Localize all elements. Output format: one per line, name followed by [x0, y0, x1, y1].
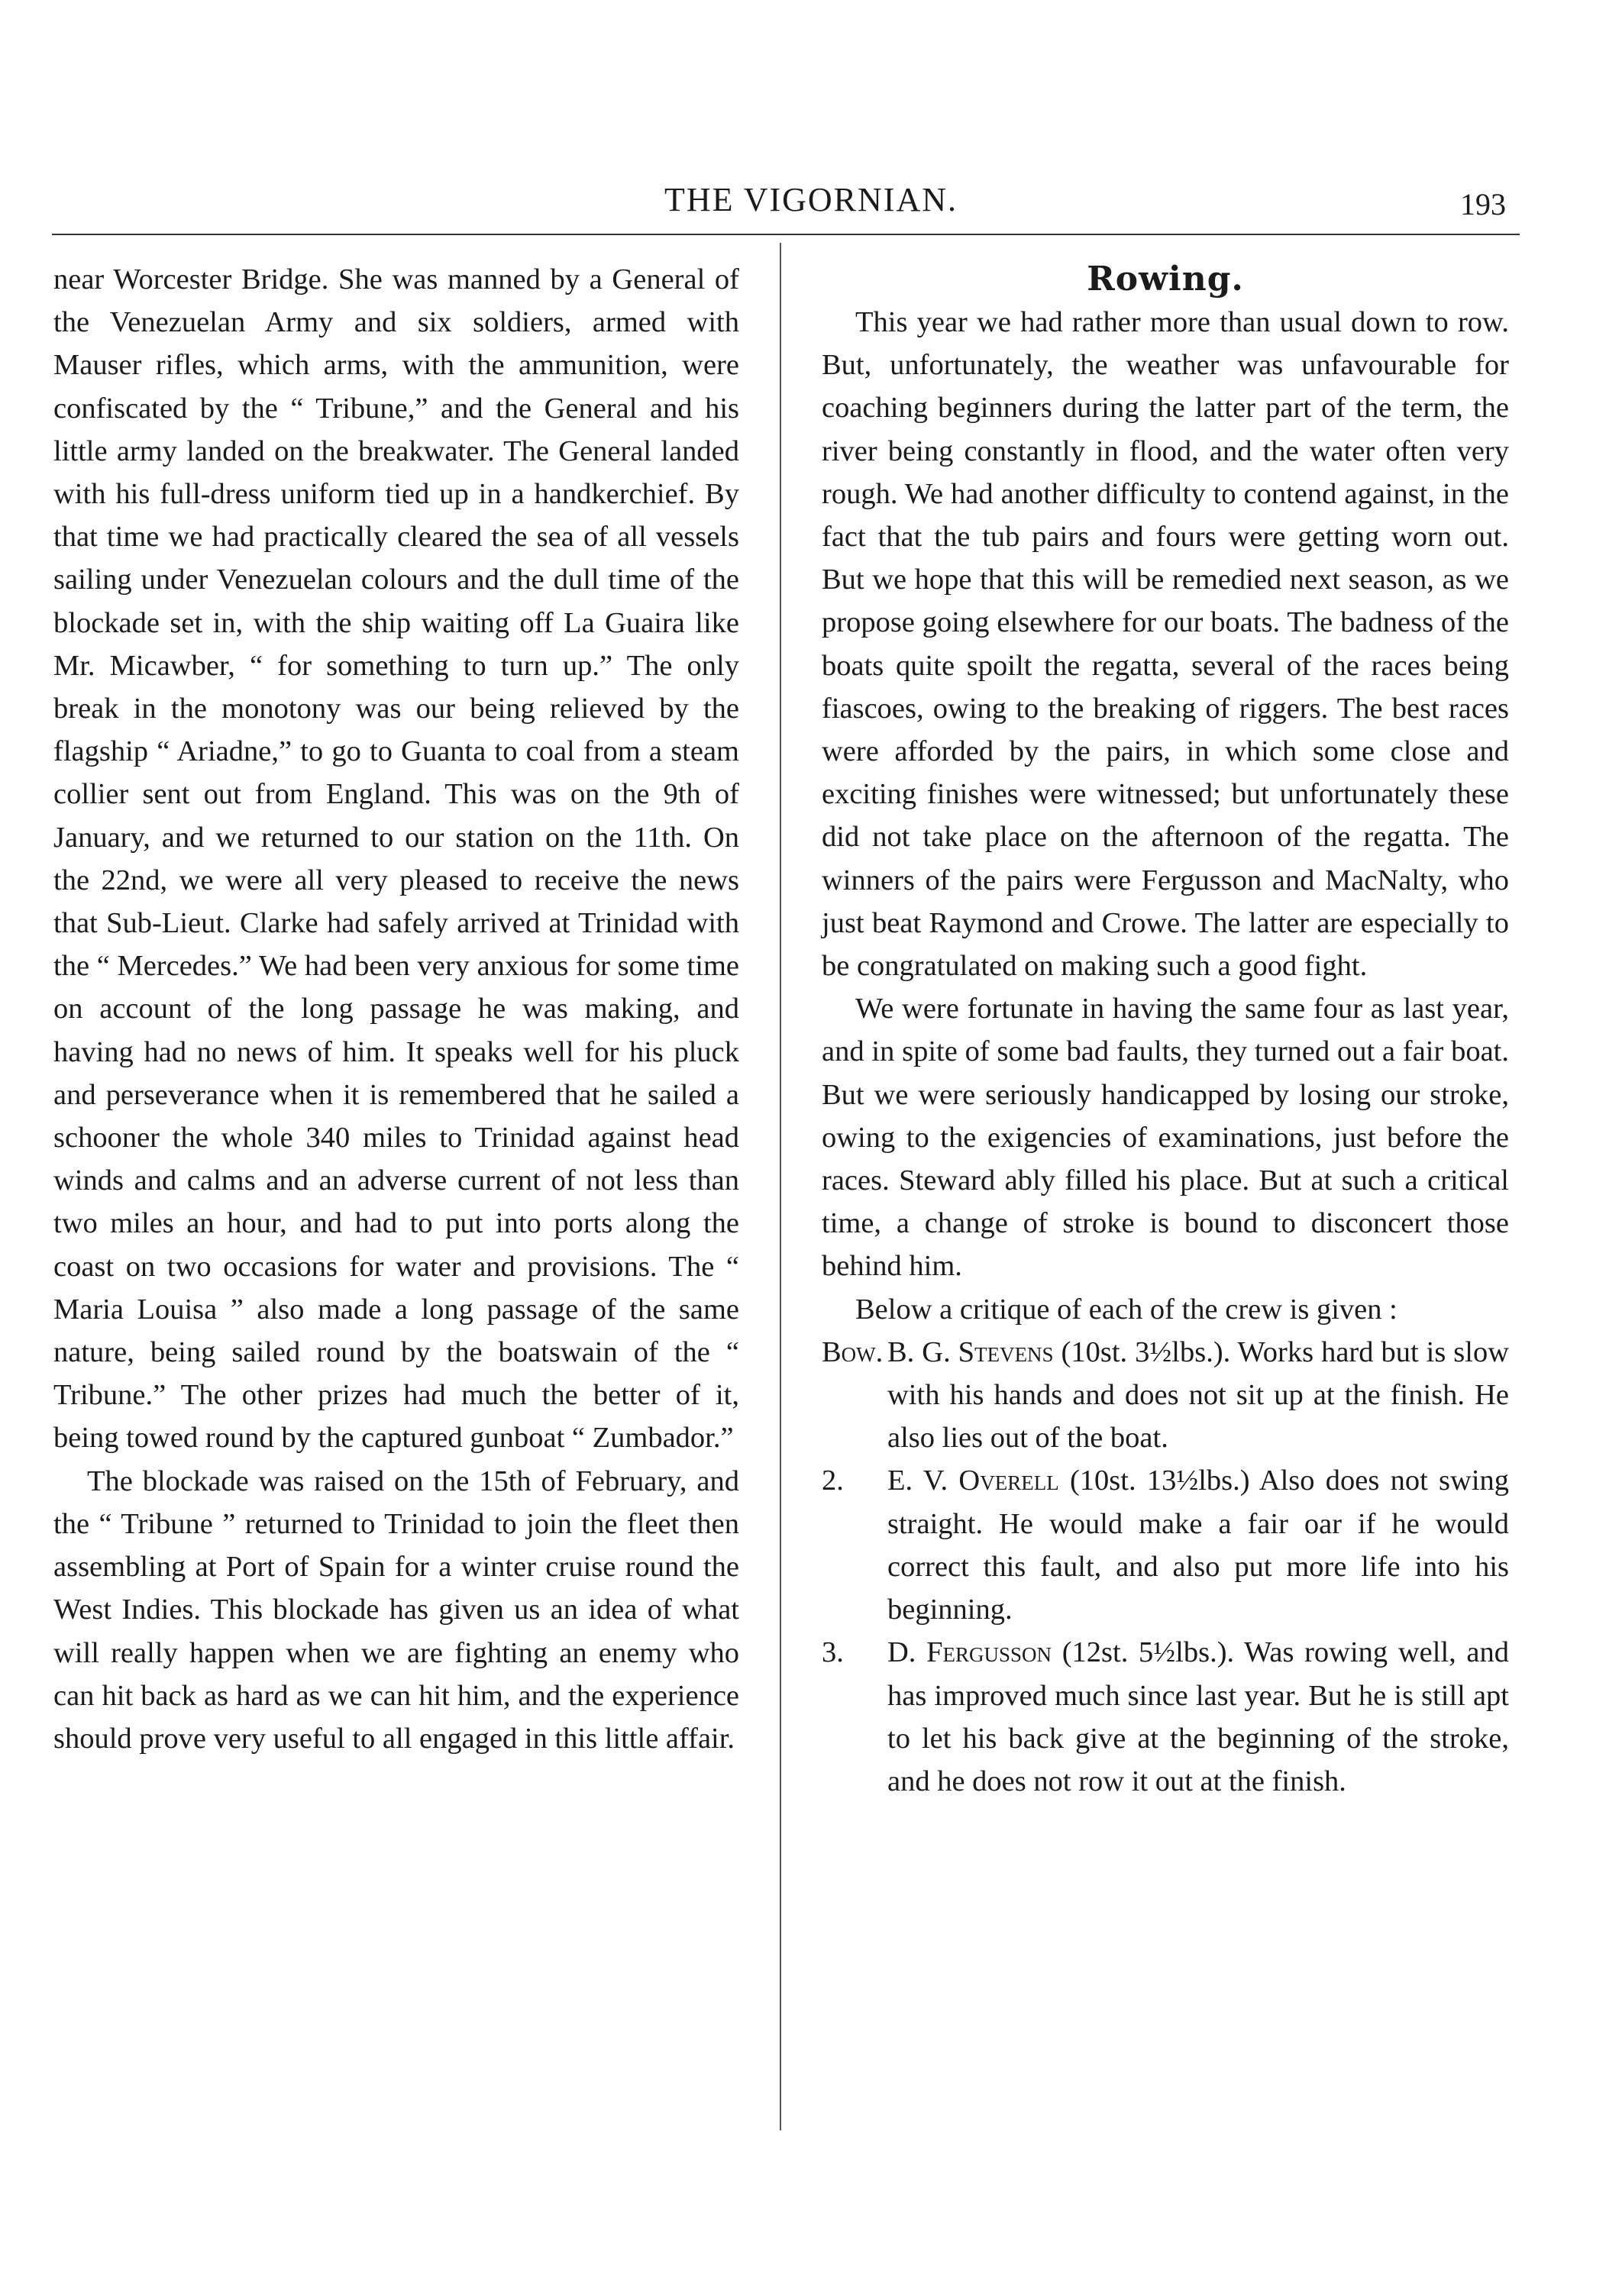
crew-name: B. G. Stevens [887, 1335, 1054, 1368]
crew-critique: Works hard but is slow with his hands and does not sit up at the finish. He also lies out of the boat. [887, 1335, 1509, 1455]
crew-position: 3. [822, 1636, 844, 1669]
left-paragraph-2: The blockade was raised on the 15th of February, and the “ Tribune ” returned to Trinidad to join the fleet then assembling at Port of Spain for a winter cruise round the West Indies. This blockade has given us an idea of what will really happen when we are fighting an enemy who can hit back as hard as we can hit him, and the experience should prove very useful to all engaged in this little affair. [53, 1464, 739, 1755]
left-column [53, 258, 739, 1760]
section-title-rowing: Rowing. [1087, 260, 1244, 299]
header-rule [52, 234, 1520, 235]
rowing-paragraph-3: Below a critique of each of the crew is given : [855, 1293, 1397, 1326]
page-number: 193 [1460, 187, 1506, 221]
crew-weight: (12st. 5½lbs.). [1061, 1636, 1235, 1669]
right-column [822, 258, 1509, 1803]
crew-position: 2. [822, 1464, 844, 1497]
crew-critique: Was rowing well, and has improved much since last year. But he is still apt to let his back give at the beginning of the stroke, and he does not row it out at the finish. [887, 1636, 1510, 1797]
crew-critique: Also does not swing straight. He would make a fair oar if he would correct this fault, and also put more life into his beginning. [887, 1464, 1510, 1626]
crew-entry-bow [822, 1331, 1509, 1460]
crew-name: E. V. Overell [887, 1464, 1059, 1497]
left-paragraph-1: near Worcester Bridge. She was manned by a General of the Venezuelan Army and six soldiers, armed with Mauser rifles, which arms, with the ammunition, were confiscated by the “ Tribune,” and the General and his little army landed on the breakwater. The General landed with his full-dress uniform tied up in a handkerchief. By that time we had practically cleared the sea of all vessels sailing under Venezuelan colours and the dull time of the blockade set in, with the ship waiting off La Guaira like Mr. Micawber, “ for something to turn up.” The only break in the monotony was our being relieved by the flagship “ Ariadne,” to go to Guanta to coal from a steam collier sent out from England. This was on the 9th of January, and we returned to our station on the 11th. On the 22nd, we were all very pleased to receive the news that Sub-Lieut. Clarke had safely arrived at Trinidad with the “ Mercedes.” We had been very anxious for some time on account of the long passage he was making, and having had no news of him. It speaks well for his pluck and perseverance when it is remembered that he sailed a schooner the whole 340 miles to Trinidad against head winds and calms and an adverse current of not less than two miles an hour, and had to put into ports along the coast on two occasions for water and provisions. The “ Maria Louisa ” also made a long passage of the same nature, being sailed round by the boatswain of the “ Tribune.” The other prizes had much the better of it, being towed round by the captured gunboat “ Zumbador.” [53, 263, 739, 1455]
crew-position: Bow. [822, 1335, 884, 1368]
crew-name: D. Fergusson [887, 1636, 1052, 1669]
rowing-paragraph-2: We were fortunate in having the same four as last year, and in spite of some bad faults, they turned out a fair boat. But we were seriously handicapped by losing our stroke, owing to the exigencies of examinations, just before the races. Steward ably filled his place. But at such a critical time, a change of stroke is bound to disconcert those behind him. [822, 993, 1509, 1283]
page-header-title: THE VIGORNIAN. [664, 181, 958, 218]
crew-weight: (10st. 3½lbs.). [1061, 1335, 1231, 1368]
rowing-paragraph-1: This year we had rather more than usual down to row. But, unfortunately, the weather was unfavourable for coaching beginners during the latter part of the term, the river being constantly in flood, and the water often very rough. We had another difficulty to contend against, in the fact that the tub pairs and fours were getting worn out. But we hope that this will be remedied next season, as we propose going elsewhere for our boats. The badness of the boats quite spoilt the regatta, several of the races being fiascoes, owing to the breaking of riggers. The best races were afforded by the pairs, in which some close and exciting finishes were witnessed; but unfortunately these did not take place on the afternoon of the regatta. The winners of the pairs were Fergusson and MacNalty, who just beat Raymond and Crowe. The latter are especially to be congratulated on making such a good fight. [822, 306, 1509, 983]
crew-entry-3 [822, 1631, 1509, 1803]
crew-weight: (10st. 13½lbs.) [1069, 1464, 1250, 1497]
crew-entry-2 [822, 1459, 1509, 1631]
column-divider [780, 243, 781, 2130]
